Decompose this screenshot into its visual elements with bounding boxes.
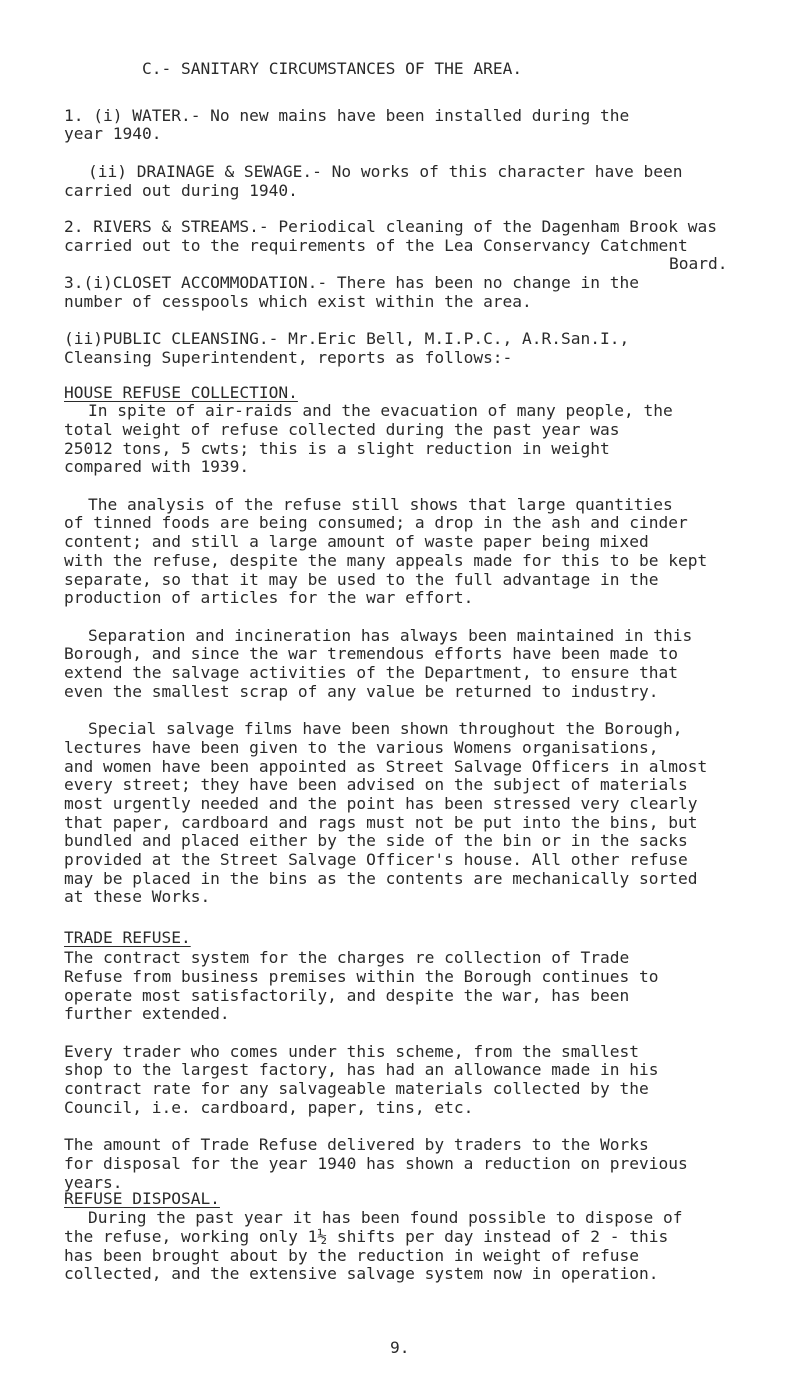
house-p4-line-6: that paper, cardboard and rags must not be put into the bins, but — [64, 813, 698, 832]
house-p3-line-4: even the smallest scrap of any value be returned to industry. — [64, 682, 659, 701]
house-p1-line-4: compared with 1939. — [64, 457, 250, 476]
trade-p3-line-3: years. — [64, 1173, 123, 1192]
house-p1-line-3: 25012 tons, 5 cwts; this is a slight reduction in weight — [64, 439, 610, 458]
trade-p2-line-3: contract rate for any salvageable materials collected by the — [64, 1079, 649, 1098]
closet-line-2: number of cesspools which exist within the area. — [64, 292, 532, 311]
disposal-line-4: collected, and the extensive salvage system now in operation. — [64, 1264, 659, 1283]
disposal-line-1: During the past year it has been found possible to dispose of — [88, 1208, 683, 1227]
house-p1-line-1: In spite of air-raids and the evacuation of many people, the — [88, 401, 673, 420]
house-p2-line-5: separate, so that it may be used to the full advantage in the — [64, 570, 659, 589]
trade-p1-line-3: operate most satisfactorily, and despite the war, has been — [64, 986, 630, 1005]
water-line-2: year 1940. — [64, 124, 162, 143]
page-number: 9. — [390, 1338, 410, 1357]
house-p3-line-2: Borough, and since the war tremendous efforts have been made to — [64, 644, 678, 663]
trade-p1-line-4: further extended. — [64, 1004, 230, 1023]
trade-p3-line-1: The amount of Trade Refuse delivered by traders to the Works — [64, 1135, 649, 1154]
closet-line-1: 3.(i)CLOSET ACCOMMODATION.- There has been no change in the — [64, 273, 639, 292]
disposal-line-3: has been brought about by the reduction in weight of refuse — [64, 1246, 639, 1265]
trade-refuse-heading: TRADE REFUSE. — [64, 928, 191, 947]
house-p2-line-6: production of articles for the war effort. — [64, 588, 474, 607]
house-p4-line-4: every street; they have been advised on the subject of materials — [64, 775, 688, 794]
house-p3-line-3: extend the salvage activities of the Department, to ensure that — [64, 663, 678, 682]
cleansing-line-1: (ii)PUBLIC CLEANSING.- Mr.Eric Bell, M.I.P.C., A.R.San.I., — [64, 329, 630, 348]
page-title: C.- SANITARY CIRCUMSTANCES OF THE AREA. — [142, 59, 523, 78]
trade-p2-line-1: Every trader who comes under this scheme, from the smallest — [64, 1042, 639, 1061]
house-p2-line-3: content; and still a large amount of waste paper being mixed — [64, 532, 649, 551]
rivers-line-2: carried out to the requirements of the Lea Conservancy Catchment — [64, 236, 688, 255]
house-p4-line-10: at these Works. — [64, 887, 211, 906]
house-p4-line-3: and women have been appointed as Street Salvage Officers in almost — [64, 757, 708, 776]
house-p4-line-1: Special salvage films have been shown throughout the Borough, — [88, 719, 683, 738]
drainage-line-2: carried out during 1940. — [64, 181, 298, 200]
trade-p3-line-2: for disposal for the year 1940 has shown a reduction on previous — [64, 1154, 688, 1173]
trade-p1-line-1: The contract system for the charges re collection of Trade — [64, 948, 630, 967]
house-p2-line-1: The analysis of the refuse still shows that large quantities — [88, 495, 673, 514]
disposal-line-2: the refuse, working only 1½ shifts per day instead of 2 - this — [64, 1227, 669, 1246]
rivers-line-3: Board. — [669, 254, 728, 273]
drainage-line-1: (ii) DRAINAGE & SEWAGE.- No works of this character have been — [88, 162, 683, 181]
house-p4-line-5: most urgently needed and the point has been stressed very clearly — [64, 794, 698, 813]
trade-p2-line-4: Council, i.e. cardboard, paper, tins, etc. — [64, 1098, 474, 1117]
house-p2-line-4: with the refuse, despite the many appeals made for this to be kept — [64, 551, 708, 570]
house-p4-line-2: lectures have been given to the various Womens organisations, — [64, 738, 659, 757]
house-p1-line-2: total weight of refuse collected during the past year was — [64, 420, 620, 439]
house-p3-line-1: Separation and incineration has always been maintained in this — [88, 626, 693, 645]
cleansing-line-2: Cleansing Superintendent, reports as follows:- — [64, 348, 513, 367]
trade-p2-line-2: shop to the largest factory, has had an allowance made in his — [64, 1060, 659, 1079]
house-refuse-heading: HOUSE REFUSE COLLECTION. — [64, 383, 298, 402]
house-p4-line-8: provided at the Street Salvage Officer's house. All other refuse — [64, 850, 688, 869]
house-p4-line-7: bundled and placed either by the side of the bin or in the sacks — [64, 831, 688, 850]
refuse-disposal-heading: REFUSE DISPOSAL. — [64, 1189, 220, 1208]
trade-p1-line-2: Refuse from business premises within the Borough continues to — [64, 967, 659, 986]
house-p2-line-2: of tinned foods are being consumed; a drop in the ash and cinder — [64, 513, 688, 532]
rivers-line-1: 2. RIVERS & STREAMS.- Periodical cleaning of the Dagenham Brook was — [64, 217, 717, 236]
water-line-1: 1. (i) WATER.- No new mains have been installed during the — [64, 106, 630, 125]
house-p4-line-9: may be placed in the bins as the contents are mechanically sorted — [64, 869, 698, 888]
